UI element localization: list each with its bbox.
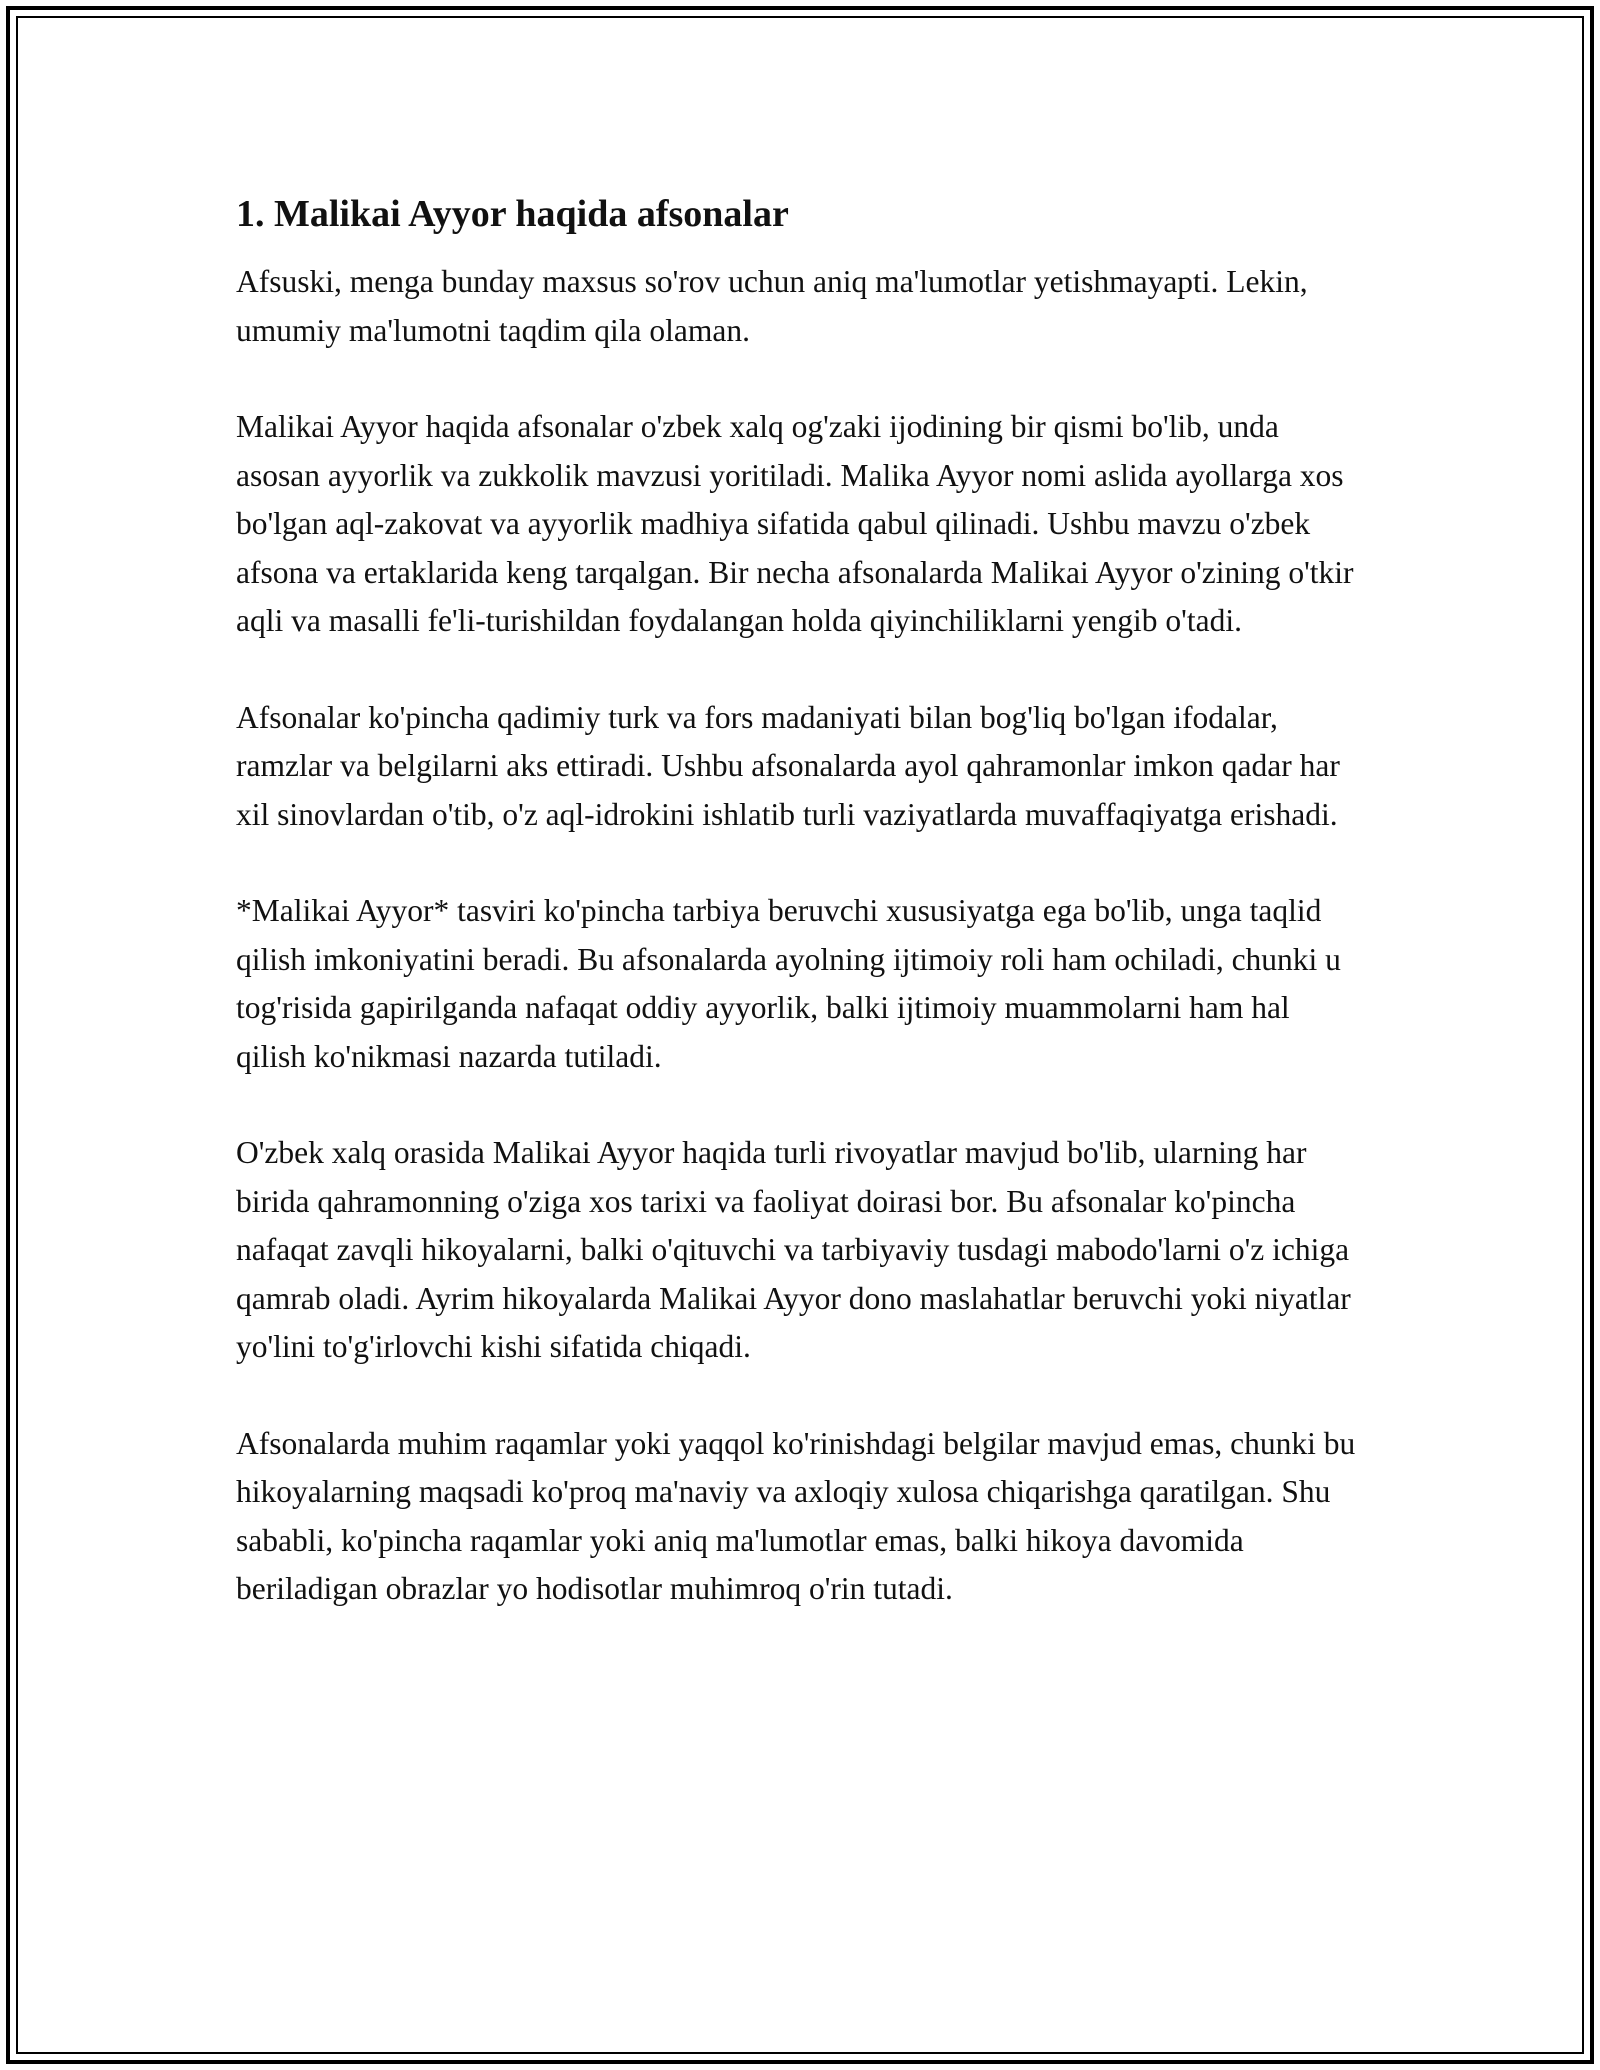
document-body [236, 190, 1366, 1662]
paragraph-intro: Afsuski, menga bunday maxsus so'rov uchun aniq ma'lumotlar yetishmayapti. Lekin, umumiy ma'lumotni taqdim qila olaman. [236, 264, 1308, 348]
paragraph-conclusion: Afsonalarda muhim raqamlar yoki yaqqol ko'rinishdagi belgilar mavjud emas, chunki bu hikoyalarning maqsadi ko'proq ma'naviy va axloqiy xulosa chiqarishga qaratilgan. Shu sababli, ko'pincha raqamlar yoki aniq ma'lumotlar emas, balki hikoya davomida beriladigan obrazlar yo hodisotlar muhimroq o'rin tutadi. [236, 1425, 1356, 1606]
paragraph-culture: Afsonalar ko'pincha qadimiy turk va fors madaniyati bilan bog'liq bo'lgan ifodalar, ramzlar va belgilarni aks ettiradi. Ushbu afsonalarda ayol qahramonlar imkon qadar har xil sinovlardan o'tib, o'z aql-idrokini ishlatib turli vaziyatlarda muvaffaqiyatga erishadi. [236, 699, 1340, 832]
paragraph-image: *Malikai Ayyor* tasviri ko'pincha tarbiya beruvchi xususiyatga ega bo'lib, unga taqlid qilish imkoniyatini beradi. Bu afsonalarda ayolning ijtimoiy roli ham ochiladi, chunki u tog'risida gapirilganda nafaqat oddiy ayyorlik, balki ijtimoiy muammolarni ham hal qilish ko'nikmasi nazarda tutiladi. [236, 893, 1341, 1074]
section-heading: 1. Malikai Ayyor haqida afsonalar [236, 193, 789, 235]
paragraph-overview: Malikai Ayyor haqida afsonalar o'zbek xalq og'zaki ijodining bir qismi bo'lib, unda asosan ayyorlik va zukkolik mavzusi yoritiladi. Malika Ayyor nomi aslida ayollarga xos bo'lgan aql-zakovat va ayyorlik madhiya sifatida qabul qilinadi. Ushbu mavzu o'zbek afsona va ertaklarida keng tarqalgan. Bir necha afsonalarda Malikai Ayyor o'zining o'tkir aqli va masalli fe'li-turishildan foydalangan holda qiyinchiliklarni yengib o'tadi. [236, 409, 1354, 638]
paragraph-legends: O'zbek xalq orasida Malikai Ayyor haqida turli rivoyatlar mavjud bo'lib, ularning har birida qahramonning o'ziga xos tarixi va faoliyat doirasi bor. Bu afsonalar ko'pincha nafaqat zavqli hikoyalarni, balki o'qituvchi va tarbiyaviy tusdagi mabodo'larni o'z ichiga qamrab oladi. Ayrim hikoyalarda Malikai Ayyor dono maslahatlar beruvchi yoki niyatlar yo'lini to'g'irlovchi kishi sifatida chiqadi. [236, 1135, 1351, 1364]
